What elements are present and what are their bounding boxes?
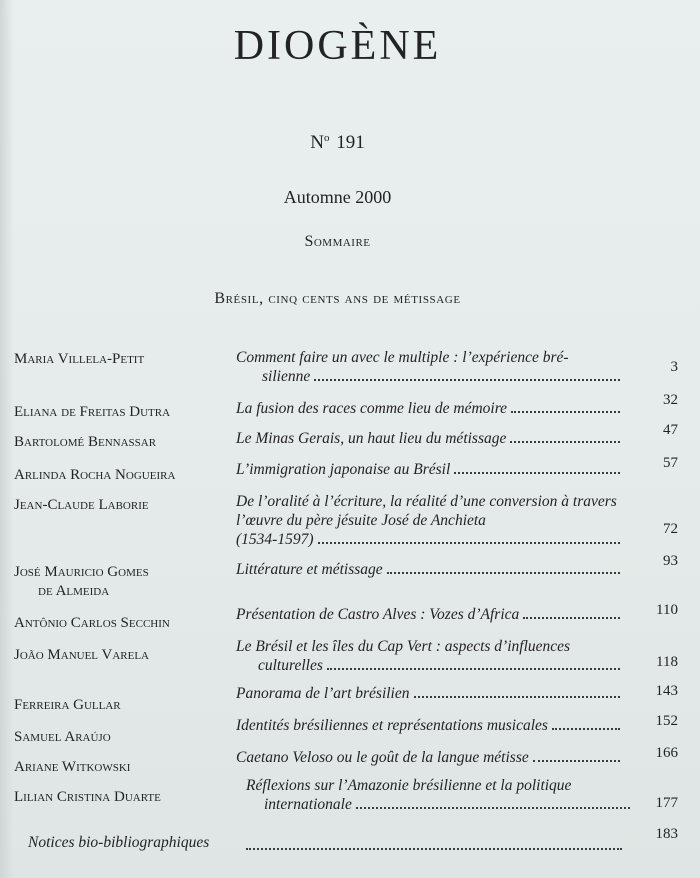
issue-theme: Brésil, cinq cents ans de métissage (214, 290, 461, 307)
entry-title-end: Identités brésiliennes et représentations musicales (236, 717, 548, 734)
entry-title-end: Panorama de l’art brésilien (236, 685, 410, 702)
leader-dots (414, 696, 621, 698)
entry-title-end: Caetano Veloso ou le goût de la langue métisse (236, 749, 529, 766)
entry-title (236, 429, 622, 448)
entry-title (246, 776, 632, 814)
entry-title (236, 348, 622, 386)
entry-author: Antônio Carlos Secchin (14, 615, 170, 631)
entry-page-number: 177 (655, 795, 678, 811)
entry-title-end: Présentation de Castro Alves : Vozes d’Africa (236, 606, 520, 623)
entry-author: Lilian Cristina Duarte (14, 789, 161, 805)
entry-author: Eliana de Freitas Dutra (14, 404, 171, 420)
entry-title (236, 637, 622, 675)
entry-page-number: 93 (663, 553, 678, 569)
entry-title-last-line (236, 716, 622, 735)
entry-title (236, 684, 622, 703)
entry-author: Arlinda Rocha Nogueira (14, 467, 176, 483)
entry-title-last-line (236, 399, 622, 418)
entry-title-last-line (246, 795, 632, 814)
entry-author: João Manuel Varela (14, 647, 150, 663)
entry-title-end: Le Minas Gerais, un haut lieu du métissage (236, 430, 507, 447)
entry-title (236, 492, 622, 549)
entry-author: Ariane Witkowski (14, 759, 131, 775)
entry-title (236, 716, 622, 735)
entry-page-number: 166 (655, 745, 678, 761)
journal-title: DIOGÈNE (233, 23, 442, 69)
entry-page-number: 57 (663, 455, 678, 471)
entry-author: Jean-Claude Laborie (14, 497, 149, 513)
entry-title-line: Réflexions sur l’Amazonie brésilienne et la politique (246, 777, 572, 794)
entry-author: Bartolomé Bennassar (14, 434, 157, 450)
entry-title-last-line (236, 429, 622, 448)
entry-title-end: Littérature et métissage (236, 561, 383, 578)
entry-page-number: 3 (670, 359, 678, 375)
leader-dots (318, 542, 621, 544)
entry-title-last-line (236, 605, 622, 624)
entry-title-end: culturelles (258, 657, 323, 674)
entry-author-line: José Mauricio Gomes (14, 564, 149, 580)
leader-dots (454, 472, 620, 474)
entry-title-end: internationale (264, 796, 352, 813)
entry-page-number: 118 (656, 654, 678, 670)
leader-dots (246, 848, 622, 850)
sommaire-heading: Sommaire (304, 233, 371, 250)
leader-dots (387, 572, 620, 574)
issue-season: Automne 2000 (283, 187, 392, 207)
entry-author (14, 563, 234, 601)
entry-title (236, 399, 622, 418)
entry-page-number: 72 (663, 521, 678, 537)
entry-title-line: De l’oralité à l’écriture, la réalité d’une conversion à travers l’œuvre du père jésuite José de Anchieta (236, 493, 617, 529)
entry-author: Ferreira Gullar (14, 697, 121, 713)
entry-page-number: 152 (655, 713, 678, 729)
entry-title-last-line (236, 460, 622, 479)
entry-title-end: (1534-1597) (236, 531, 314, 548)
leader-dots (552, 728, 620, 730)
leader-dots (511, 411, 620, 413)
entry-title-last-line (236, 560, 622, 579)
entry-author-line: de Almeida (38, 583, 110, 599)
entry-title (236, 605, 622, 624)
issue-label-superscript: o (323, 132, 330, 144)
entry-title-last-line (236, 367, 622, 386)
entry-page-number: 143 (655, 683, 678, 699)
leader-dots (356, 807, 630, 809)
entry-title-line: Le Brésil et les îles du Cap Vert : aspects d’influences (236, 638, 571, 655)
entry-page-number: 47 (663, 422, 678, 438)
notices-page-number: 183 (655, 826, 678, 842)
issue-label: N (310, 132, 324, 153)
issue-number (0, 132, 675, 154)
leader-dots (523, 617, 620, 619)
entry-title-last-line (236, 748, 622, 767)
entry-title-last-line (236, 656, 622, 675)
leader-dots (533, 760, 620, 762)
leader-dots (510, 441, 620, 443)
entry-title (236, 748, 622, 767)
entry-author: Samuel Araújo (14, 729, 111, 745)
entry-title-end: La fusion des races comme lieu de mémoire (236, 400, 508, 417)
entry-title-end: L’immigration japonaise au Brésil (236, 461, 451, 478)
entry-title (236, 460, 622, 479)
entry-title (236, 560, 622, 579)
entry-title-line: Comment faire un avec le multiple : l’expérience bré- (236, 349, 569, 366)
entry-title-end: silienne (262, 368, 311, 385)
entry-title-last-line (236, 684, 622, 703)
entry-page-number: 32 (663, 392, 678, 408)
issue-value: 191 (336, 132, 365, 153)
leader-dots (327, 668, 620, 670)
entry-page-number: 110 (656, 602, 678, 618)
leader-dots (314, 379, 620, 381)
entry-author: Maria Villela-Petit (14, 351, 145, 367)
notices-label: Notices bio-bibliographiques (28, 834, 210, 851)
entry-title-last-line (236, 530, 622, 549)
